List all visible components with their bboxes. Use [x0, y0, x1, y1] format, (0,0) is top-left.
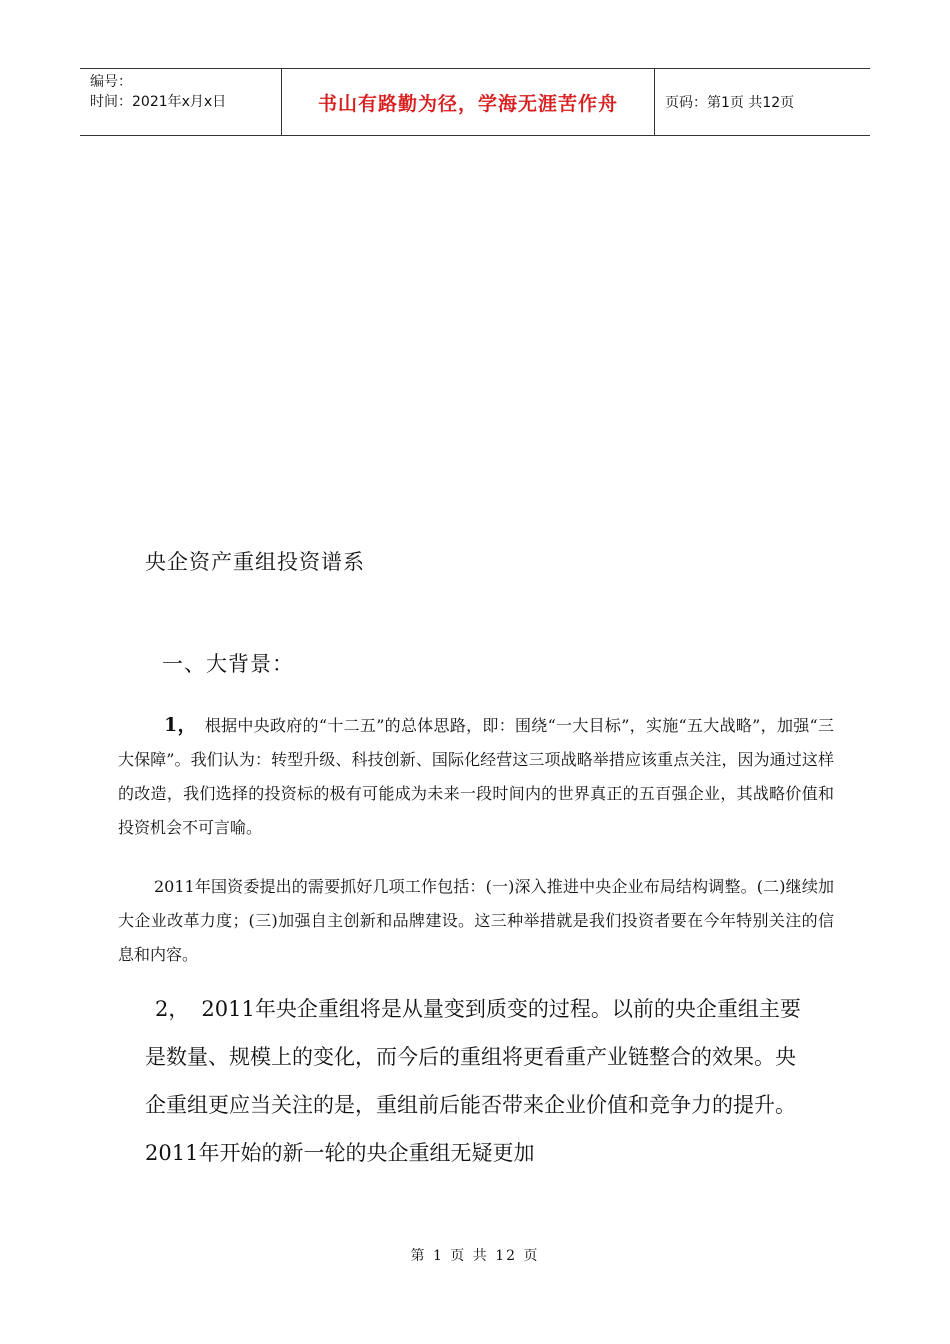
paragraph-1-number: 1， [164, 714, 197, 736]
document-title: 央企资产重组投资谱系 [145, 550, 365, 574]
page-header [80, 68, 870, 136]
paragraph-1-text: 根据中央政府的“十二五”的总体思路，即：围绕“一大目标”，实施“五大战略”，加强“三大保障”。我们认为：转型升级、科技创新、国际化经营这三项战略举措应该重点关注，因为通过这样的改造，我们选择的投资标的极有可能成为未来一段时间内的世界真正的五百强企业，其战略价值和投资机会不可言喻。 [118, 716, 834, 837]
page-footer: 第 1 页 共 12 页 [410, 1248, 540, 1264]
document-number-label: 编号： [90, 74, 132, 90]
paragraph-2: 2011年国资委提出的需要抓好几项工作包括：(一)深入推进中央企业布局结构调整。(二)继续加大企业改革力度；(三)加强自主创新和品牌建设。这三种举措就是我们投资者要在今年特别关注的信息和内容。 [118, 877, 834, 964]
section-heading: 一、大背景： [162, 652, 294, 676]
header-page-info: 页码：第1页 共12页 [665, 95, 795, 111]
document-time-label: 时间：2021年x月x日 [90, 94, 227, 110]
header-meta-cell [80, 69, 282, 135]
header-page-cell [655, 69, 870, 135]
header-motto: 书山有路勤为径，学海无涯苦作舟 [317, 92, 618, 115]
paragraph-3 [145, 985, 810, 1177]
paragraph-3-number: 2， [155, 997, 190, 1021]
paragraph-3-text: 2011年央企重组将是从量变到质变的过程。以前的央企重组主要是数量、规模上的变化，而今后的重组将更看重产业链整合的效果。央企重组更应当关注的是，重组前后能否带来企业价值和竞争力的提升。2011年开始的新一轮的央企重组无疑更加 [145, 997, 801, 1165]
header-motto-cell [282, 69, 655, 135]
paragraph-1 [118, 708, 834, 845]
